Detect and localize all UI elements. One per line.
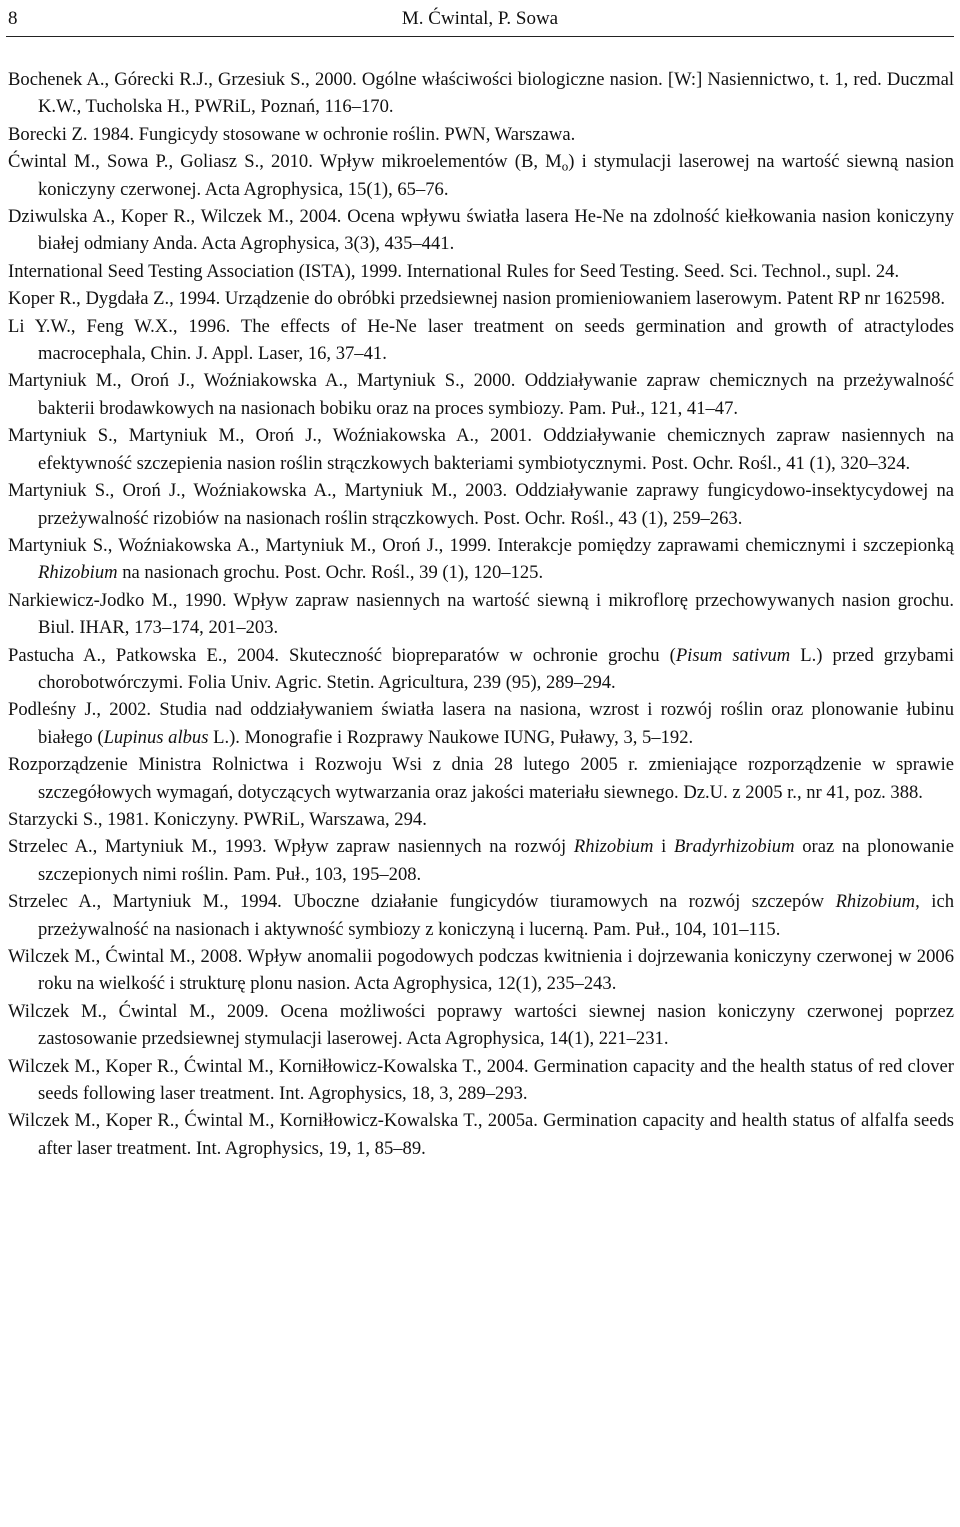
reference-item: Martyniuk S., Woźniakowska A., Martyniuk M., Oroń J., 1999. Interakcje pomiędzy zaprawami chemicznymi i szczepionką Rhizobium na nasionach grochu. Post. Ochr. Rośl., 39 (1), 120–125. bbox=[8, 534, 954, 584]
reference-item: Wilczek M., Ćwintal M., 2009. Ocena możliwości poprawy wartości siewnej nasion koniczyny czerwonej poprzez zastosowanie przedsiewnej stymulacji laserowej. Acta Agrophysica, 14(1), 221–231. bbox=[8, 1000, 954, 1050]
reference-item: Wilczek M., Koper R., Ćwintal M., Korniłłowicz-Kowalska T., 2005a. Germination capacity and health status of alfalfa seeds after laser treatment. Int. Agrophysics, 19, 1, 85–89. bbox=[8, 1110, 954, 1159]
reference-item: Wilczek M., Koper R., Ćwintal M., Korniłłowicz-Kowalska T., 2004. Germination capacity and the health status of red clover seeds following laser treatment. Int. Agrophysics, 18, 3, 289–293. bbox=[8, 1055, 954, 1105]
reference-item: International Seed Testing Association (ISTA), 1999. International Rules for Seed Testing. Seed. Sci. Technol., supl. 24. bbox=[8, 260, 900, 282]
reference-item: Li Y.W., Feng W.X., 1996. The effects of He-Ne laser treatment on seeds germination and growth of atractylodes macrocephala, Chin. J. Appl. Laser, 16, 37–41. bbox=[8, 315, 954, 365]
reference-item: Ćwintal M., Sowa P., Goliasz S., 2010. Wpływ mikroelementów (B, $M_o$) i stymulacji laserowej na wartość siewną nasion koniczyny czerwonej. Acta Agrophysica, 15(1), 65–76. bbox=[8, 151, 954, 200]
reference-item: Pastucha A., Patkowska E., 2004. Skuteczność biopreparatów w ochronie grochu (Pisum sativum L.) przed grzybami chorobotwórczymi. Folia Univ. Agric. Stetin. Agricultura, 239 (95), 289–294. bbox=[8, 644, 955, 693]
reference-item: Rozporządzenie Ministra Rolnictwa i Rozwoju Wsi z dnia 28 lutego 2005 r. zmieniające rozporządzenie w sprawie szczegółowych wymagań, dotyczących wytwarzania oraz jakości materiału siewnego. Dz.U. z 2005 r., nr 41, poz. 388. bbox=[8, 754, 954, 803]
page-header bbox=[6, 2, 954, 37]
reference-item: Narkiewicz-Jodko M., 1990. Wpływ zapraw nasiennych na wartość siewną i mikroflorę przechowywanych nasion grochu. Biul. IHAR, 173–174, 201–203. bbox=[8, 589, 954, 639]
reference-item: Bochenek A., Górecki R.J., Grzesiuk S., 2000. Ogólne właściwości biologiczne nasion. [W:] Nasiennictwo, t. 1, red. Duczmal K.W., Tucholska H., PWRiL, Poznań, 116–170. bbox=[8, 69, 954, 118]
running-head: M. Ćwintal, P. Sowa bbox=[401, 8, 559, 29]
reference-item: Starzycki S., 1981. Koniczyny. PWRiL, Warszawa, 294. bbox=[8, 808, 427, 830]
reference-item: Martyniuk M., Oroń J., Woźniakowska A., Martyniuk S., 2000. Oddziaływanie zapraw chemicznych na przeżywalność bakterii brodawkowych na nasionach bobiku oraz na proces symbiozy. Pam. Puł., 121, 41–47. bbox=[8, 370, 954, 419]
reference-item: Wilczek M., Ćwintal M., 2008. Wpływ anomalii pogodowych podczas kwitnienia i dojrzewania koniczyny czerwonej w 2006 roku na wielkość i strukturę plonu nasion. Acta Agrophysica, 12(1), 235–243. bbox=[8, 946, 954, 995]
reference-list bbox=[8, 66, 954, 1162]
reference-item: Strzelec A., Martyniuk M., 1993. Wpływ zapraw nasiennych na rozwój Rhizobium i Bradyrhizobium oraz na plonowanie szczepionych nimi roślin. Pam. Puł., 103, 195–208. bbox=[8, 836, 954, 885]
reference-item: Strzelec A., Martyniuk M., 1994. Uboczne działanie fungicydów tiuramowych na rozwój szczepów Rhizobium, ich przeżywalność na nasionach i aktywność symbiozy z koniczyną i lucerną. Pam. Puł., 104, 101–115. bbox=[8, 891, 954, 940]
reference-item: Koper R., Dygdała Z., 1994. Urządzenie do obróbki przedsiewnej nasion promieniowaniem laserowym. Patent RP nr 162598. bbox=[8, 288, 946, 310]
reference-item: Borecki Z. 1984. Fungicydy stosowane w ochronie roślin. PWN, Warszawa. bbox=[8, 123, 576, 145]
reference-item: Martyniuk S., Oroń J., Woźniakowska A., Martyniuk M., 2003. Oddziaływanie zaprawy fungicydowo-insektycydowej na przeżywalność rizobiów na nasionach roślin strączkowych. Post. Ochr. Rośl., 43 (1), 259–263. bbox=[8, 480, 954, 529]
reference-item: Martyniuk S., Martyniuk M., Oroń J., Woźniakowska A., 2001. Oddziaływanie chemicznych zapraw nasiennych na efektywność szczepienia nasion roślin strączkowych bakteriami symbiotycznymi. Post. Ochr. Rośl., 41 (1), 320–324. bbox=[8, 425, 954, 474]
reference-item: Dziwulska A., Koper R., Wilczek M., 2004. Ocena wpływu światła lasera He-Ne na zdolność kiełkowania nasion koniczyny białej odmiany Anda. Acta Agrophysica, 3(3), 435–441. bbox=[8, 206, 954, 255]
reference-item: Podleśny J., 2002. Studia nad oddziaływaniem światła lasera na nasiona, wzrost i rozwój roślin oraz plonowanie łubinu białego (Lupinus albus L.). Monografie i Rozprawy Naukowe IUNG, Puławy, 3, 5–192. bbox=[8, 699, 954, 748]
page-number: 8 bbox=[8, 8, 18, 29]
